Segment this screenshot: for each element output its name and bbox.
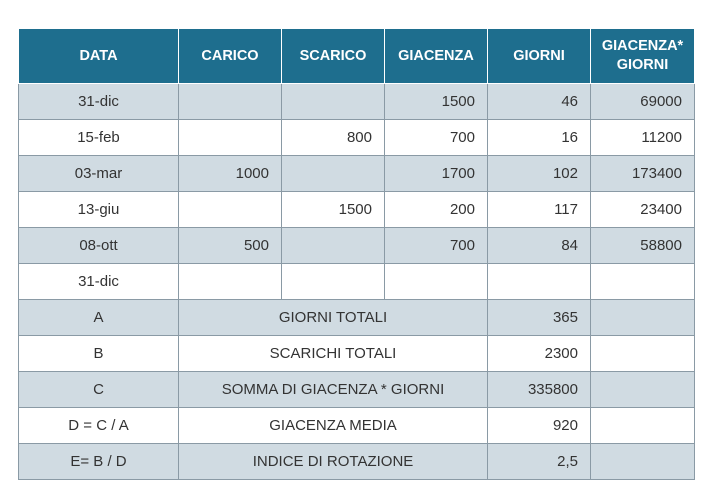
header-giacenza-giorni <box>591 29 695 84</box>
header-giacenza-giorni-line2: GIORNI <box>616 57 669 73</box>
cell-giacenza: 700 <box>385 228 488 264</box>
cell-giorni: 16 <box>488 120 591 156</box>
cell-giacenza: 1500 <box>385 84 488 120</box>
summary-row <box>19 336 695 372</box>
summary-description: GIORNI TOTALI <box>179 300 488 336</box>
cell-giorni: 102 <box>488 156 591 192</box>
cell-data: 08-ott <box>19 228 179 264</box>
cell-giorni: 117 <box>488 192 591 228</box>
summary-description: SOMMA DI GIACENZA * GIORNI <box>179 372 488 408</box>
cell-data: 13-giu <box>19 192 179 228</box>
table-row <box>19 120 695 156</box>
cell-giacenza-giorni: 58800 <box>591 228 695 264</box>
table-row <box>19 156 695 192</box>
summary-row <box>19 408 695 444</box>
cell-scarico <box>282 156 385 192</box>
header-carico: CARICO <box>179 29 282 84</box>
cell-giacenza: 1700 <box>385 156 488 192</box>
cell-scarico <box>282 264 385 300</box>
table-row <box>19 84 695 120</box>
cell-carico <box>179 192 282 228</box>
cell-data: 15-feb <box>19 120 179 156</box>
cell-carico <box>179 264 282 300</box>
cell-data: 03-mar <box>19 156 179 192</box>
summary-row <box>19 300 695 336</box>
cell-carico <box>179 84 282 120</box>
summary-label: E= B / D <box>19 444 179 480</box>
inventory-table <box>18 28 695 480</box>
cell-data: 31-dic <box>19 264 179 300</box>
summary-value: 365 <box>488 300 591 336</box>
summary-empty-cell <box>591 300 695 336</box>
cell-carico: 500 <box>179 228 282 264</box>
cell-giacenza-giorni: 173400 <box>591 156 695 192</box>
summary-value: 920 <box>488 408 591 444</box>
cell-scarico: 1500 <box>282 192 385 228</box>
cell-giacenza-giorni: 23400 <box>591 192 695 228</box>
summary-description: INDICE DI ROTAZIONE <box>179 444 488 480</box>
cell-giorni <box>488 264 591 300</box>
summary-description: SCARICHI TOTALI <box>179 336 488 372</box>
cell-carico: 1000 <box>179 156 282 192</box>
cell-data: 31-dic <box>19 84 179 120</box>
cell-scarico: 800 <box>282 120 385 156</box>
summary-value: 2,5 <box>488 444 591 480</box>
summary-empty-cell <box>591 372 695 408</box>
header-data: DATA <box>19 29 179 84</box>
cell-giacenza: 200 <box>385 192 488 228</box>
cell-giacenza: 700 <box>385 120 488 156</box>
header-giorni: GIORNI <box>488 29 591 84</box>
cell-giacenza <box>385 264 488 300</box>
summary-row <box>19 372 695 408</box>
cell-scarico <box>282 228 385 264</box>
cell-giorni: 84 <box>488 228 591 264</box>
summary-label: A <box>19 300 179 336</box>
summary-empty-cell <box>591 408 695 444</box>
header-row <box>19 29 695 84</box>
cell-giacenza-giorni: 69000 <box>591 84 695 120</box>
summary-empty-cell <box>591 336 695 372</box>
cell-giacenza-giorni: 11200 <box>591 120 695 156</box>
summary-label: D = C / A <box>19 408 179 444</box>
summary-empty-cell <box>591 444 695 480</box>
summary-label: C <box>19 372 179 408</box>
header-scarico: SCARICO <box>282 29 385 84</box>
cell-giorni: 46 <box>488 84 591 120</box>
summary-value: 335800 <box>488 372 591 408</box>
cell-giacenza-giorni <box>591 264 695 300</box>
header-giacenza: GIACENZA <box>385 29 488 84</box>
cell-carico <box>179 120 282 156</box>
table-row <box>19 228 695 264</box>
table-row <box>19 192 695 228</box>
summary-description: GIACENZA MEDIA <box>179 408 488 444</box>
table-row <box>19 264 695 300</box>
header-giacenza-giorni-line1: GIACENZA* <box>601 38 684 54</box>
summary-label: B <box>19 336 179 372</box>
summary-value: 2300 <box>488 336 591 372</box>
cell-scarico <box>282 84 385 120</box>
summary-row <box>19 444 695 480</box>
